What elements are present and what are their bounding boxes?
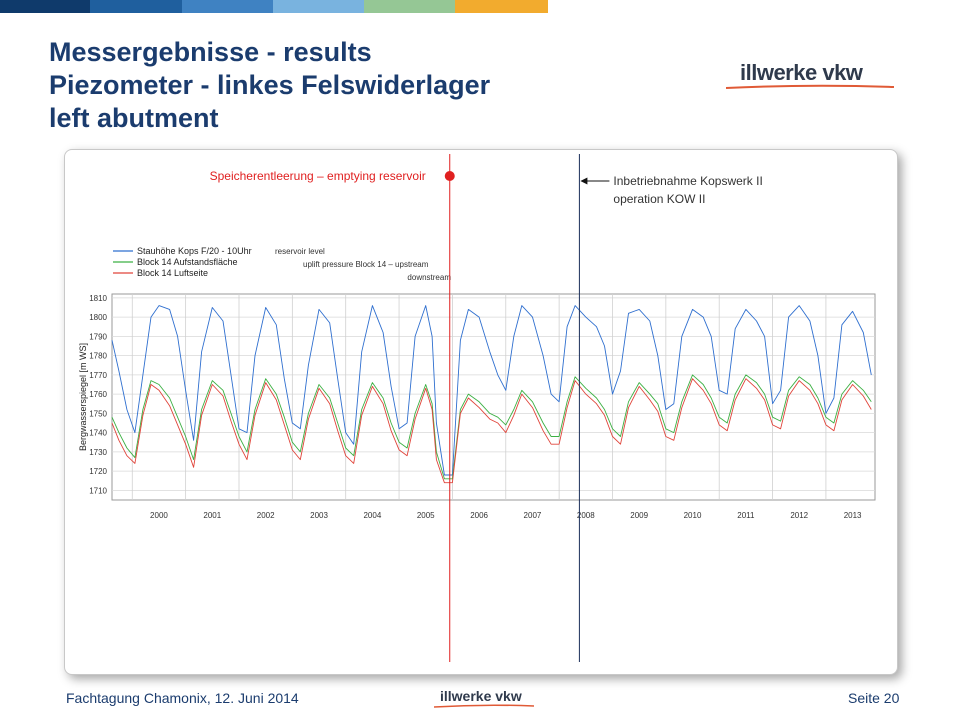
y-tick-label: 1770 <box>89 370 107 380</box>
color-bar-segment <box>182 0 273 13</box>
piezometer-chart <box>65 150 897 674</box>
legend-entry: Block 14 Aufstandsfläche <box>137 257 238 267</box>
x-tick-label: 2006 <box>470 511 488 520</box>
legend-annotation: uplift pressure Block 14 – upstream <box>303 260 429 269</box>
color-bar-segment <box>273 0 364 13</box>
legend-entry: Block 14 Luftseite <box>137 268 209 278</box>
legend-annotation: reservoir level <box>275 247 325 256</box>
footer-logo-swoosh-icon <box>434 704 534 708</box>
x-tick-label: 2002 <box>256 511 275 520</box>
title-line: Piezometer - linkes Felswiderlager <box>49 70 491 100</box>
arrow-head-icon <box>580 178 587 185</box>
x-tick-label: 2005 <box>416 511 435 520</box>
y-tick-label: 1780 <box>89 351 107 361</box>
footer-logo <box>434 688 534 710</box>
chart-panel <box>64 149 898 675</box>
slide-title <box>49 36 609 135</box>
y-tick-label: 1730 <box>89 447 107 457</box>
color-bar-segment <box>455 0 548 13</box>
y-tick-label: 1710 <box>89 486 107 496</box>
x-tick-label: 2007 <box>523 511 542 520</box>
y-tick-label: 1800 <box>89 313 107 323</box>
footer-logo-text: illwerke vkw <box>440 688 522 704</box>
x-tick-label: 2008 <box>576 511 595 520</box>
x-tick-label: 2000 <box>150 511 168 520</box>
y-tick-label: 1750 <box>89 409 107 419</box>
event-marker-dot <box>445 171 455 181</box>
x-tick-label: 2004 <box>363 511 382 520</box>
event-label-reservoir-emptying: Speicherentleerung – emptying reservoir <box>209 169 426 183</box>
legend-entry: Stauhöhe Kops F/20 - 10Uhr <box>137 246 252 256</box>
company-logo <box>726 60 894 92</box>
x-tick-label: 2013 <box>843 511 862 520</box>
y-tick-label: 1810 <box>89 293 107 303</box>
color-bar-segment <box>364 0 455 13</box>
y-tick-label: 1720 <box>89 467 107 477</box>
plot-area <box>112 294 875 500</box>
header-color-bar <box>0 0 548 13</box>
title-line: Messergebnisse - results <box>49 37 372 67</box>
event-label-kow-operation: operation KOW II <box>613 192 706 206</box>
x-tick-label: 2012 <box>790 511 809 520</box>
color-bar-segment <box>0 0 90 13</box>
title-line: left abutment <box>49 103 219 133</box>
y-tick-label: 1760 <box>89 390 107 400</box>
x-tick-label: 2003 <box>310 511 328 520</box>
y-tick-label: 1740 <box>89 428 107 438</box>
page-number: Seite 20 <box>848 690 900 706</box>
logo-text: illwerke vkw <box>740 60 863 85</box>
y-axis-label: Bergwasserspiegel [m WS] <box>78 342 88 452</box>
footer-event: Fachtagung Chamonix, 12. Juni 2014 <box>66 690 299 706</box>
logo-swoosh-icon <box>726 84 894 90</box>
x-tick-label: 2001 <box>203 511 222 520</box>
event-label-kow-operation: Inbetriebnahme Kopswerk II <box>613 174 763 188</box>
legend-annotation: downstream <box>407 273 451 282</box>
y-tick-label: 1790 <box>89 332 107 342</box>
color-bar-segment <box>90 0 182 13</box>
x-tick-label: 2010 <box>683 511 702 520</box>
x-tick-label: 2009 <box>630 511 649 520</box>
x-tick-label: 2011 <box>737 511 755 520</box>
